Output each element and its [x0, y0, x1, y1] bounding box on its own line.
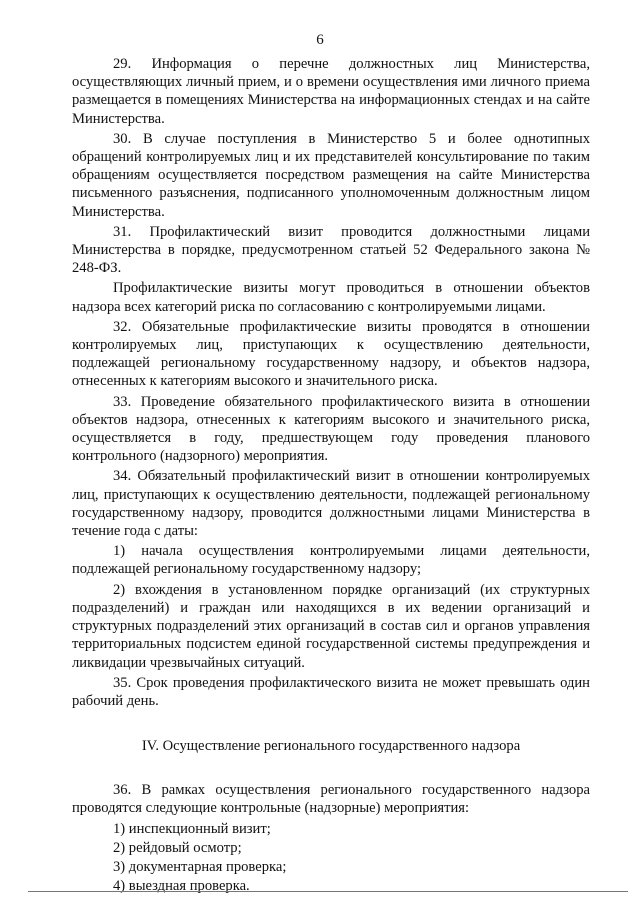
paragraph-30: 30. В случае поступления в Министерство 5 и более однотипных обращений контролируемых лиц и их представителей консультирование по таким обращениям осуществляется посредством размещения на сайте Министерства письменного разъяснения, подписанного уполномоченным должностным лицом Министерства. [72, 130, 590, 220]
bottom-divider [28, 891, 628, 892]
paragraph-34: 34. Обязательный профилактический визит в отношении контролируемых лиц, приступающих к осуществлению деятельности, подлежащей региональному государственному надзору, проводится должностными лицами Министерства в течение года с даты: [72, 468, 590, 540]
paragraph-31-continuation: Профилактические визиты могут проводиться в отношении объектов надзора всех категорий риска по согласованию с контролируемыми лицами. [72, 280, 590, 315]
paragraph-34-item-1: 1) начала осуществления контролируемыми лицами деятельности, подлежащей региональному государственному надзору; [72, 543, 590, 578]
page-number: 6 [316, 32, 324, 48]
section-heading: IV. Осуществление регионального государственного надзора [141, 738, 521, 755]
paragraph-36: 36. В рамках осуществления регионального государственного надзора проводятся следующие контрольные (надзорные) мероприятия: [72, 782, 590, 817]
list-item: 3) документарная проверка; [113, 858, 287, 875]
list-item: 4) выездная проверка. [113, 878, 250, 895]
paragraph-31: 31. Профилактический визит проводится должностными лицами Министерства в порядке, предусмотренном статьей 52 Федерального закона № 248-ФЗ. [72, 223, 590, 277]
document-body [72, 55, 590, 896]
paragraph-34-item-2: 2) вхождения в установленном порядке организаций (их структурных подразделений) и граждан или находящихся в их ведении организаций и структурных подразделений этих организаций в состав сил и органов управления территориальных подсистем единой государственной системы предупреждения и ликвидации чрезвычайных ситуаций. [72, 581, 590, 671]
list-item: 2) рейдовый осмотр; [113, 839, 242, 856]
paragraph-35: 35. Срок проведения профилактического визита не может превышать один рабочий день. [72, 674, 590, 709]
list-item: 1) инспекционный визит; [113, 820, 271, 837]
paragraph-32: 32. Обязательные профилактические визиты проводятся в отношении контролируемых лиц, приступающих к осуществлению деятельности, подлежащей региональному государственному надзору, и объектов надзора, отнесенных к категориям высокого и значительного риска. [72, 318, 590, 390]
paragraph-29: 29. Информация о перечне должностных лиц Министерства, осуществляющих личный прием, и о времени осуществления ими личного приема размещается в помещениях Министерства на информационных стендах и на сайте Министерства. [72, 56, 590, 127]
paragraph-33: 33. Проведение обязательного профилактического визита в отношении объектов надзора, отнесенных к категориям высокого и значительного риска, осуществляется в году, предшествующем году проведения планового контрольного (надзорного) мероприятия. [72, 393, 590, 465]
